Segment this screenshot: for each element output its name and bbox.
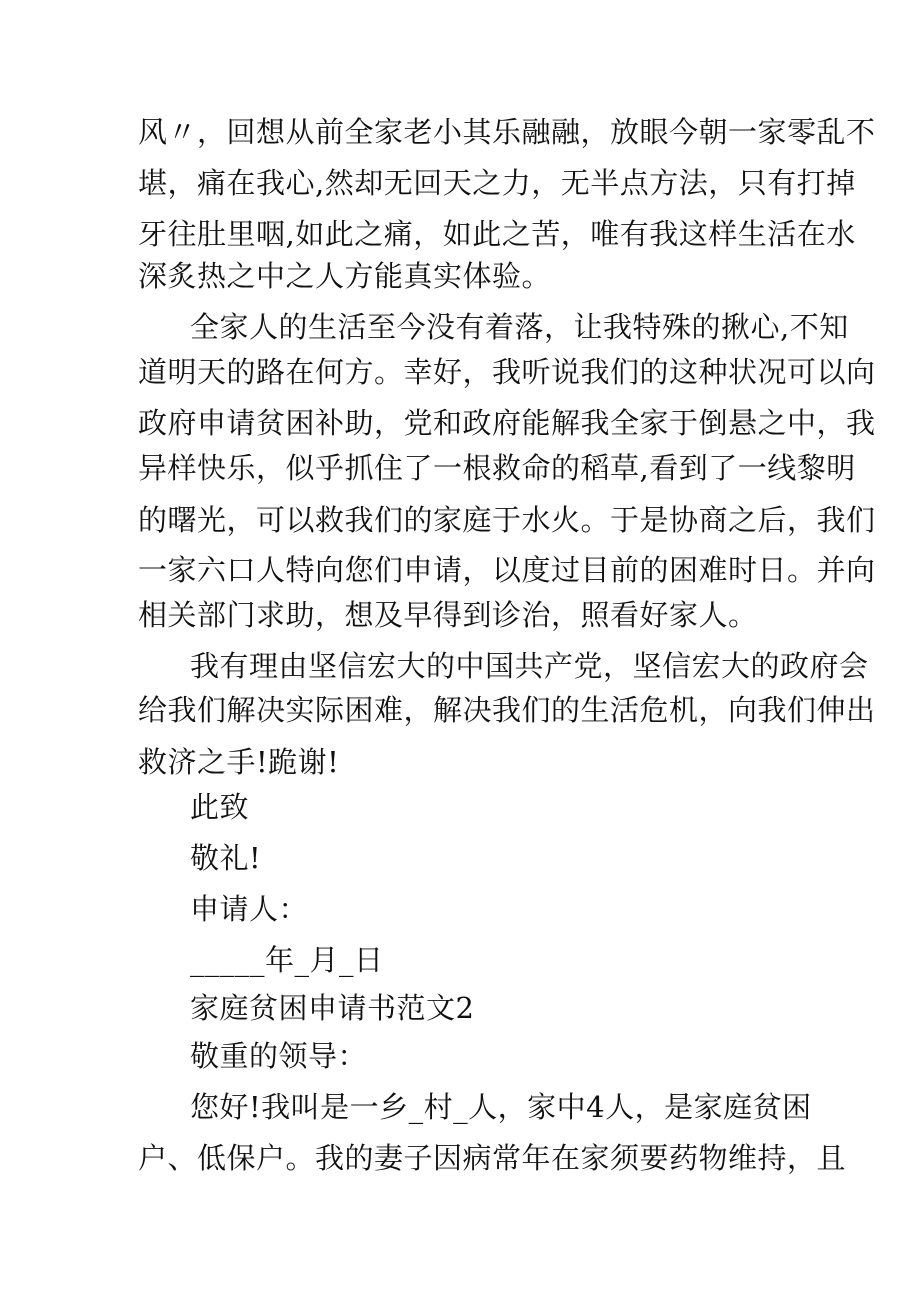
text-line: 此致 bbox=[190, 790, 250, 824]
text-line: 给我们解决实际困难，解决我们的生活危机，向我们伸出 bbox=[138, 693, 876, 727]
text-line: 风〃，回想从前全家老小其乐融融，放眼今朝一家零乱不 bbox=[138, 115, 876, 149]
text-line: 户、低保户。我的妻子因病常年在家须要药物维持，且 bbox=[138, 1141, 847, 1175]
text-line: _____年_月_日 bbox=[190, 943, 384, 977]
text-line: 相关部门求助，想及早得到诊治，照看好家人。 bbox=[138, 598, 758, 632]
text-line: 我有理由坚信宏大的中国共产党，坚信宏大的政府会 bbox=[190, 649, 869, 683]
text-line: 道明天的路在何方。幸好，我听说我们的这种状况可以向 bbox=[138, 355, 876, 389]
text-line: 深炙热之中之人方能真实体验。 bbox=[138, 259, 552, 293]
text-line: 政府申请贫困补助，党和政府能解我全家于倒悬之中，我 bbox=[138, 406, 876, 440]
text-line: 的曙光，可以救我们的家庭于水火。于是协商之后，我们 bbox=[138, 503, 876, 537]
text-line: 牙往肚里咽,如此之痛，如此之苦，唯有我这样生活在水 bbox=[138, 217, 856, 251]
text-line: 敬重的领导： bbox=[190, 1039, 368, 1073]
text-line: 您好!我叫是一乡_村_人，家中4人，是家庭贫困 bbox=[190, 1090, 812, 1124]
text-line: 家庭贫困申请书范文2 bbox=[190, 991, 475, 1025]
text-line: 敬礼! bbox=[190, 841, 262, 875]
text-line: 一家六口人特向您们申请，以度过目前的困难时日。并向 bbox=[138, 553, 876, 587]
text-line: 全家人的生活至今没有着落，让我特殊的揪心,不知 bbox=[190, 310, 849, 344]
text-line: 异样快乐，似乎抓住了一根救命的稻草,看到了一线黎明 bbox=[138, 451, 856, 485]
text-line: 申请人： bbox=[190, 892, 309, 926]
text-line: 救济之手!跪谢! bbox=[138, 745, 340, 779]
text-line: 堪，痛在我心,然却无回天之力，无半点方法，只有打掉 bbox=[138, 166, 856, 200]
